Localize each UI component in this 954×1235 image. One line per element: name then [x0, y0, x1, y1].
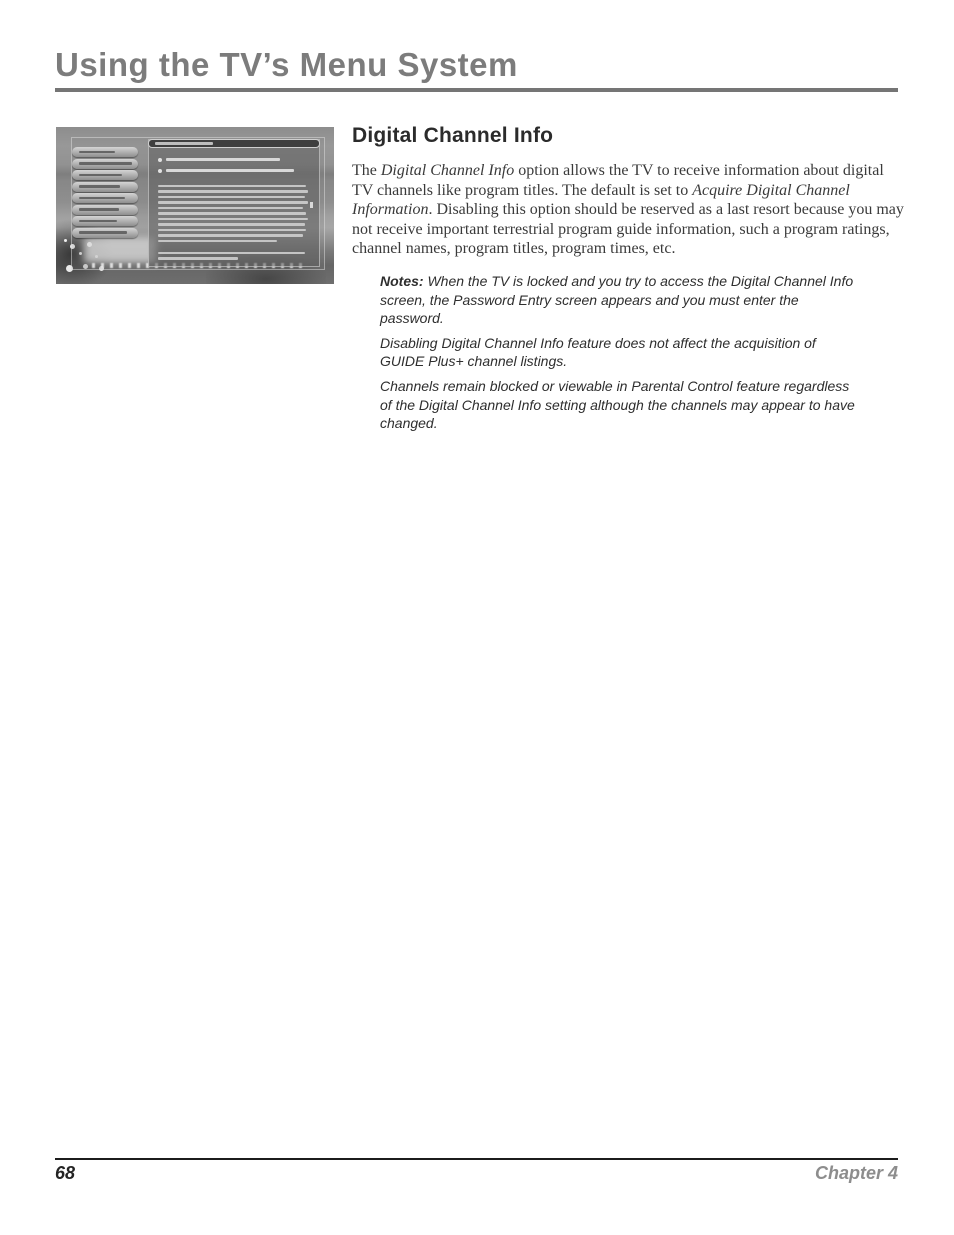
tv-menu-option-row: [158, 158, 280, 165]
tv-menu-button: [72, 182, 138, 192]
tv-menu-button: [72, 193, 138, 203]
page-number: 68: [55, 1163, 76, 1183]
tv-menu-option-row: [158, 169, 294, 176]
tv-menu-description-lines: [158, 185, 311, 245]
title-divider: [55, 88, 898, 92]
paragraph-segment: Acquire Digital Channel Information: [352, 181, 850, 219]
tv-menu-button: [72, 205, 138, 215]
tv-menu-button: [72, 216, 138, 226]
body-paragraph: [352, 161, 908, 259]
tv-menu-button: [72, 228, 138, 238]
note-paragraph: Channels remain blocked or viewable in Parental Control feature regardless of the Digital Channel Info setting although the channels may appear to have changed.: [380, 377, 855, 432]
paragraph-segment: option allows the TV to receive information about digital TV channels like program titles. The default is set to: [352, 162, 884, 199]
tv-menu-screenshot: [56, 127, 334, 284]
tv-menu-button: [72, 159, 138, 169]
tv-menu-panel: [148, 139, 320, 267]
notes-label: Notes:: [380, 272, 428, 289]
scroll-arrow-icon: [310, 202, 313, 208]
photo-building-specks: [64, 239, 67, 242]
paragraph-segment: . Disabling this option should be reserved as a last resort because you may not receive important terrestrial program guide information, such a program ratings, channel names, program titles, program times, etc.: [352, 201, 904, 258]
chapter-label: Chapter 4: [814, 1163, 898, 1183]
radio-bullet-icon: [158, 169, 162, 173]
notes-list: [380, 272, 862, 433]
footer-divider: [55, 1158, 898, 1160]
tv-menu-hint-lines: [158, 252, 311, 263]
note-paragraph: Disabling Digital Channel Info feature does not affect the acquisition of GUIDE Plus+ channel listings.: [380, 334, 816, 370]
page-title: Using the TV’s Menu System: [55, 46, 518, 83]
radio-bullet-icon: [158, 158, 162, 162]
tv-menu-button: [72, 170, 138, 180]
section-heading: Digital Channel Info: [352, 124, 554, 147]
tv-menu-sidebar: [72, 147, 138, 239]
tv-menu-title-bar: [148, 139, 320, 148]
paragraph-segment: The: [352, 162, 381, 179]
main-content: [352, 124, 908, 439]
tv-menu-button: [72, 147, 138, 157]
note-paragraph: Notes: When the TV is locked and you try to access the Digital Channel Info screen, the Password Entry screen appears and you must enter the password.: [380, 272, 854, 327]
paragraph-segment: Digital Channel Info: [380, 162, 515, 179]
